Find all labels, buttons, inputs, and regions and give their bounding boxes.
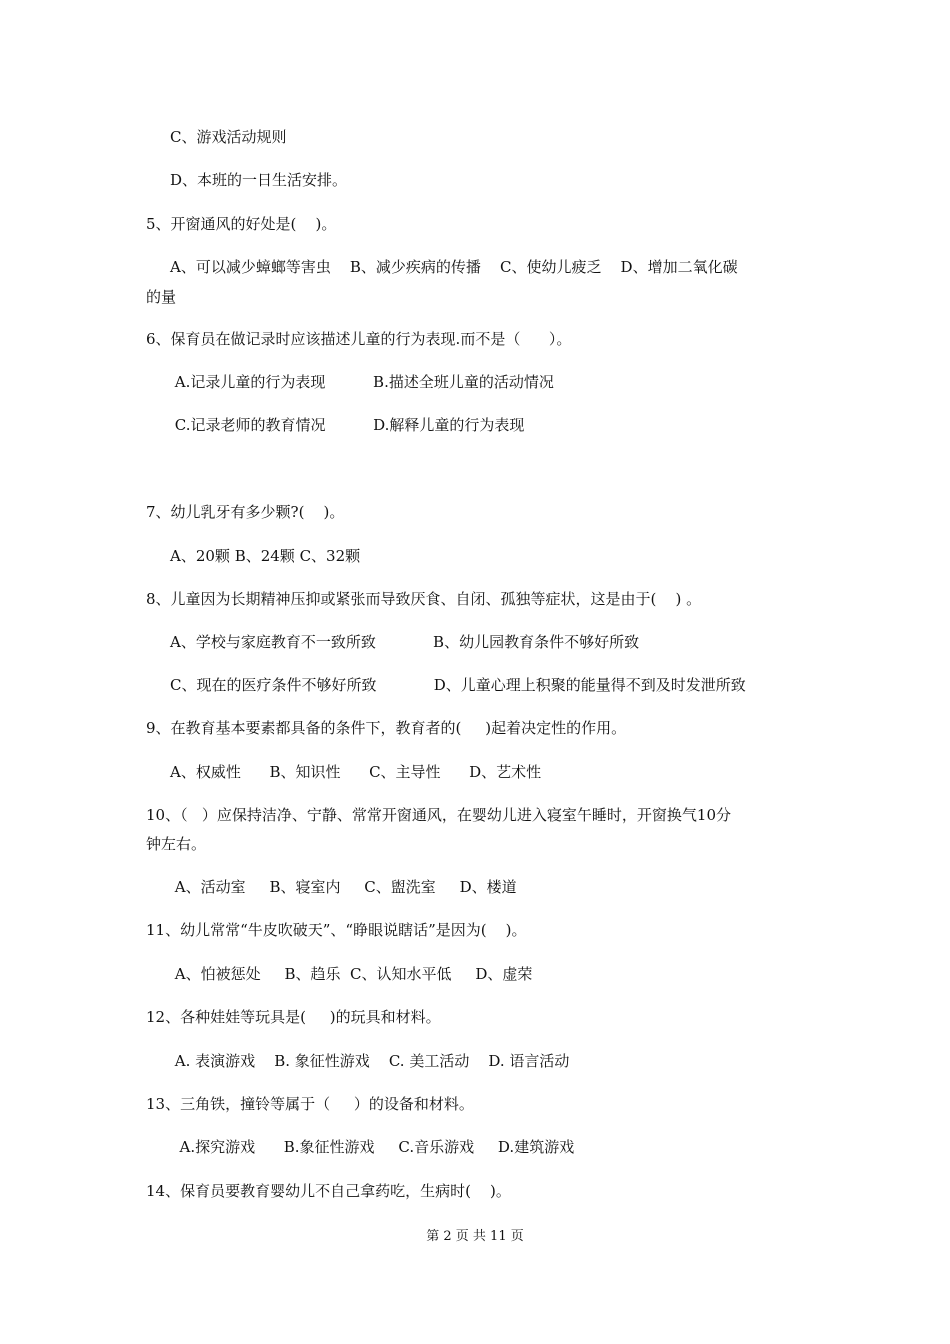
question-line: 12、各种娃娃等玩具是( )的玩具和材料。 [146,1008,441,1026]
option-line: A、可以减少蟑螂等害虫 B、减少疾病的传播 C、使幼儿疲乏 D、增加二氧化碳 [170,258,738,276]
option-line: A、20颗 B、24颗 C、32颗 [170,547,361,565]
option-line: C、现在的医疗条件不够好所致 D、儿童心理上积聚的能量得不到及时发泄所致 [170,676,746,694]
question-line: 13、三角铁，撞铃等属于（ ）的设备和材料。 [146,1095,474,1113]
question-line: 6、保育员在做记录时应该描述儿童的行为表现.而不是（ ）。 [146,330,572,348]
question-line: 10、（ ）应保持洁净、宁静、常常开窗通风，在婴幼儿进入寝室午睡时，开窗换气10分 [146,806,731,824]
option-line: A. 表演游戏 B. 象征性游戏 C. 美工活动 D. 语言活动 [170,1052,570,1070]
option-line: D、本班的一日生活安排。 [170,171,348,189]
question-line: 14、保育员要教育婴幼儿不自己拿药吃，生病时( )。 [146,1182,511,1200]
question-line: 9、在教育基本要素都具备的条件下，教育者的( )起着决定性的作用。 [146,719,627,737]
wrapped-line: 钟左右。 [146,835,207,853]
option-line: C.记录老师的教育情况 D.解释儿童的行为表现 [170,416,525,434]
wrapped-line: 的量 [146,288,177,306]
page-number-footer: 第 2 页 共 11 页 [426,1229,524,1244]
question-line: 5、开窗通风的好处是( )。 [146,215,337,233]
option-line: A.探究游戏 B.象征性游戏 C.音乐游戏 D.建筑游戏 [170,1138,575,1156]
question-line: 11、幼儿常常“牛皮吹破天”、“睁眼说瞎话”是因为( )。 [146,921,527,939]
question-line: 7、幼儿乳牙有多少颗?( )。 [146,503,345,521]
option-line: A.记录儿童的行为表现 B.描述全班儿童的活动情况 [170,373,554,391]
option-line: A、权威性 B、知识性 C、主导性 D、艺术性 [170,763,542,781]
option-line: A、活动室 B、寝室内 C、盥洗室 D、楼道 [170,878,517,896]
option-line: A、怕被惩处 B、趋乐 C、认知水平低 D、虚荣 [170,965,533,983]
question-line: 8、儿童因为长期精神压抑或紧张而导致厌食、自闭、孤独等症状，这是由于( ) 。 [146,590,702,608]
option-line: A、学校与家庭教育不一致所致 B、幼儿园教育条件不够好所致 [170,633,640,651]
option-line: C、游戏活动规则 [170,128,287,146]
